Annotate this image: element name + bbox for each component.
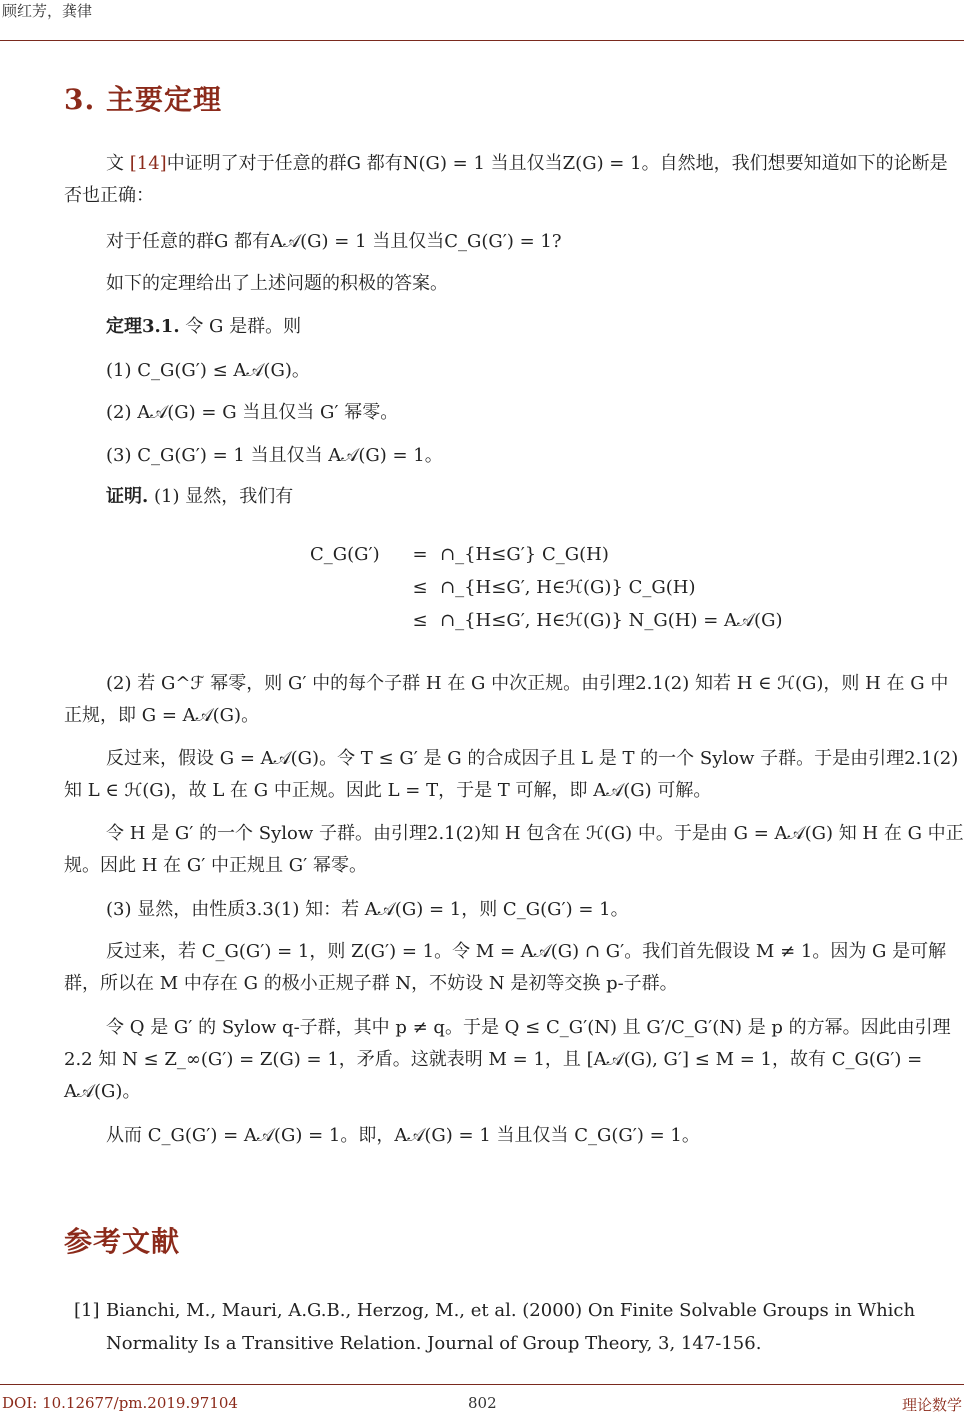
- equation-relation: ≤: [412, 577, 428, 598]
- proof-paragraph-7: 令 Q 是 G′ 的 Sylow q-子群，其中 p ≠ q。于是 Q ≤ C_G′(N) 且 G′/C_G′(N) 是 p 的方幂。因此由引理2.2 知 N ≤ Z_∞(G′) = Z(G) = 1，矛盾。这就表明 M = 1，且 [A𝒜(G), G′] ≤ M = 1，故有 C_G(G′) = A𝒜(G)。: [64, 1017, 951, 1102]
- bibliography-text: Bianchi, M., Mauri, A.G.B., Herzog, M., et al. (2000) On Finite Solvable Groups in Which Normality Is a Transitive Relation. Journal of Group Theory, 3, 147-156.: [106, 1300, 916, 1354]
- theorem-item-3: (3) C_G(G′) = 1 当且仅当 A𝒜(G) = 1。: [106, 445, 443, 466]
- equation-relation: =: [412, 544, 428, 565]
- proof-paragraph-5: (3) 显然，由性质3.3(1) 知：若 A𝒜(G) = 1，则 C_G(G′) = 1。: [106, 899, 629, 920]
- equation-row: [310, 538, 782, 571]
- equation-rhs: ∩_{H≤G′, H∈ℋ(G)} C_G(H): [440, 577, 696, 598]
- footer-divider: [0, 1384, 964, 1385]
- theorem-text: 令 G 是群。则: [179, 316, 302, 337]
- header-authors: 顾红芳，龚律: [2, 2, 93, 20]
- bibliography-item: [64, 1294, 964, 1360]
- equation-row: [310, 571, 782, 604]
- proof-start: [64, 481, 964, 513]
- proof-paragraph-3: 反过来，假设 G = A𝒜(G)。令 T ≤ G′ 是 G 的合成因子且 L 是 T 的一个 Sylow 子群。于是由引理2.1(2)知 L ∈ ℋ(G)，故 L 在 G 中正规。因此 L = T，于是 T 可解，即 A𝒜(G) 可解。: [64, 748, 959, 801]
- citation-link[interactable]: [14]: [129, 153, 167, 174]
- proof-paragraph-2: (2) 若 G^ℱ 幂零，则 G′ 中的每个子群 H 在 G 中次正规。由引理2.1(2) 知若 H ∈ ℋ(G)，则 H 在 G 中正规，即 G = A𝒜(G)。: [64, 673, 949, 726]
- theorem-label: 定理3.1.: [106, 316, 180, 337]
- theorem-statement: [64, 311, 964, 343]
- intro-question: 对于任意的群G 都有A𝒜(G) = 1 当且仅当C_G(G′) = 1?: [106, 231, 562, 252]
- intro-text-b: 中证明了对于任意的群G 都有N(G) = 1 当且仅当Z(G) = 1。自然地，我们想要知道如下的论断是否也正确：: [64, 153, 948, 206]
- footer-page-number: 802: [468, 1394, 497, 1412]
- footer-doi-link[interactable]: DOI: 10.12677/pm.2019.97104: [2, 1394, 238, 1412]
- section-title: 3. 主要定理: [64, 83, 222, 116]
- proof-paragraph-8: 从而 C_G(G′) = A𝒜(G) = 1。即，A𝒜(G) = 1 当且仅当 C_G(G′) = 1。: [106, 1125, 700, 1146]
- intro-paragraph-1: [64, 148, 964, 212]
- equation-row: [310, 604, 782, 637]
- equation-lhs: C_G(G′): [310, 544, 380, 565]
- equation-rhs: ∩_{H≤G′, H∈ℋ(G)} N_G(H) = A𝒜(G): [440, 610, 783, 631]
- proof-start-text: (1) 显然，我们有: [148, 486, 294, 507]
- footer-journal-name: 理论数学: [901, 1396, 962, 1414]
- equation-block: [310, 538, 782, 637]
- header-divider: [0, 40, 964, 41]
- proof-paragraph-4: 令 H 是 G′ 的一个 Sylow 子群。由引理2.1(2)知 H 包含在 ℋ(G) 中。于是由 G = A𝒜(G) 知 H 在 G 中正规。因此 H 在 G′ 中正规且 G′ 幂零。: [64, 823, 964, 876]
- proof-paragraph-6: 反过来，若 C_G(G′) = 1，则 Z(G′) = 1。令 M = A𝒜(G) ∩ G′。我们首先假设 M ≠ 1。因为 G 是可解群，所以在 M 中存在 G 的极小正规子群 N，不妨设 N 是初等交换 p-子群。: [64, 941, 947, 994]
- equation-rhs: ∩_{H≤G′} C_G(H): [440, 544, 609, 565]
- theorem-item-2: (2) A𝒜(G) = G 当且仅当 G′ 幂零。: [106, 402, 399, 423]
- intro-text-a: 文: [106, 153, 130, 174]
- intro-paragraph-3: 如下的定理给出了上述问题的积极的答案。: [106, 273, 448, 294]
- proof-label: 证明.: [106, 486, 149, 507]
- references-title: 参考文献: [64, 1225, 181, 1258]
- theorem-item-1: (1) C_G(G′) ≤ A𝒜(G)。: [106, 360, 310, 381]
- equation-relation: ≤: [412, 610, 428, 631]
- bibliography-number: [1]: [74, 1300, 100, 1321]
